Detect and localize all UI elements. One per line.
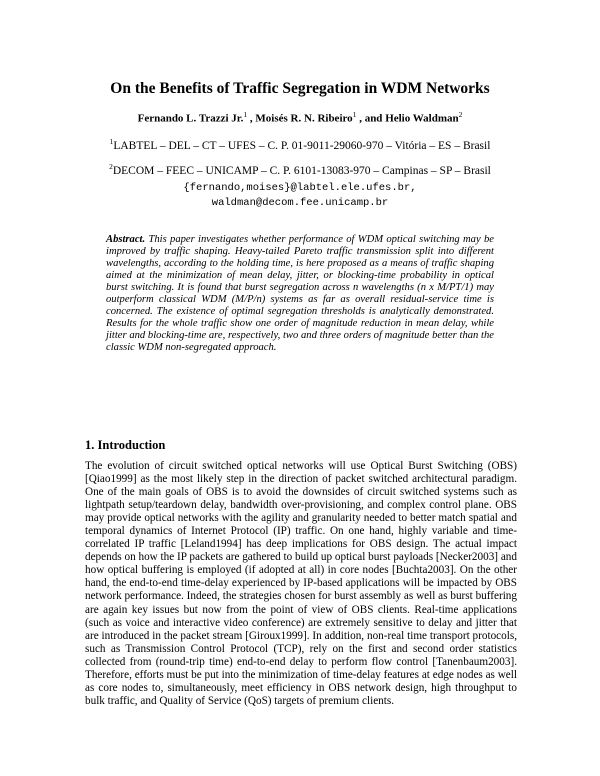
author-separator: , and <box>356 112 386 125</box>
abstract <box>106 234 494 354</box>
author-name: Moisés R. N. Ribeiro <box>255 112 353 125</box>
affiliation-text: DECOM – FEEC – UNICAMP – C. P. 6101-13083-970 – Campinas – SP – Brasil <box>112 164 491 177</box>
affiliation-mark: 1 <box>352 110 357 119</box>
abstract-text: This paper investigates whether performance of WDM optical switching may be improved by traffic shaping. Heavy-tailed Pareto traffic transmission split into different wavelengths, according to the holding time, is here proposed as a means of traffic shaping aimed at the minimization of mean delay, jitter, or blocking-time probability in optical burst switching. It is found that burst segregation across n wavelengths (n x M/PT/1) may outperform classical WDM (M/P/n) systems as far as overall residual-service time is concerned. The existence of optimal segregation thresholds is analytically demonstrated. Results for the whole traffic show one order of magnitude reduction in mean delay, while jitter and blocking-time are, respectively, two and three orders of magnitude better than the classic WDM non-segregated approach. <box>106 234 494 354</box>
author-emails <box>0 181 600 211</box>
abstract-label: Abstract. <box>106 234 146 245</box>
affiliation-mark: 2 <box>458 110 463 119</box>
author-list <box>0 110 600 125</box>
introduction-paragraph: The evolution of circuit switched optical networks will use Optical Burst Switching (OBS) [Qiao1999] as the most likely step in the direction of packet switched architectural paradigm. One of the main goals of OBS is to avoid the downsides of circuit switched systems such as lightpath setup/teardown delay, bandwidth over-provisioning, and complex control plane. OBS may provide optical networks with the agility and granularity needed to better match spatial and temporal dynamics of Internet Protocol (IP) traffic. On one hand, highly variable and time-correlated IP traffic [Leland1994] has deep implications for OBS design. The actual impact depends on how the IP packets are gathered to build up optical burst payloads [Necker2003] and how optical buffering is employed (if adopted at all) in core nodes [Buchta2003]. On the other hand, the end-to-end time-delay experienced by IP-based applications will be impacted by OBS network performance. Indeed, the strategies chosen for burst assembly as well as burst buffering are again key issues but now from the point of view of OBS clients. Real-time applications (such as voice and interactive video conference) are extremely sensitive to delay and jitter that are introduced in the packet stream [Giroux1999]. In addition, non-real time transport protocols, such as Transmission Control Protocol (TCP), rely on the first and second order statistics collected from (round-trip time) end-to-end delay to perform flow control [Tanenbaum2003]. Therefore, efforts must be put into the minimization of time-delay features at edge nodes as well as core nodes to, simultaneously, meet efficiency in OBS network design, high throughput to bulk traffic, and Quality of Service (QoS) targets of premium clients. <box>85 460 517 707</box>
author-separator: , <box>247 112 256 125</box>
paper-title: On the Benefits of Traffic Segregation in WDM Networks <box>110 80 490 97</box>
affiliation-number: 2 <box>109 162 113 171</box>
affiliation-2 <box>0 162 600 177</box>
email-line: {fernando,moises}@labtel.ele.ufes.br, <box>183 182 417 194</box>
introduction-body <box>85 460 517 708</box>
affiliation-number: 1 <box>109 137 114 146</box>
affiliation-text: LABTEL – DEL – CT – UFES – C. P. 01-9011-29060-970 – Vitória – ES – Brasil <box>113 139 491 152</box>
author-name: Fernando L. Trazzi Jr. <box>137 112 244 125</box>
affiliation-mark: 1 <box>243 110 248 119</box>
section-heading: 1. Introduction <box>85 438 166 452</box>
affiliation-1 <box>0 137 600 152</box>
author-name: Helio Waldman <box>385 112 459 125</box>
email-line: waldman@decom.fee.unicamp.br <box>211 197 389 209</box>
